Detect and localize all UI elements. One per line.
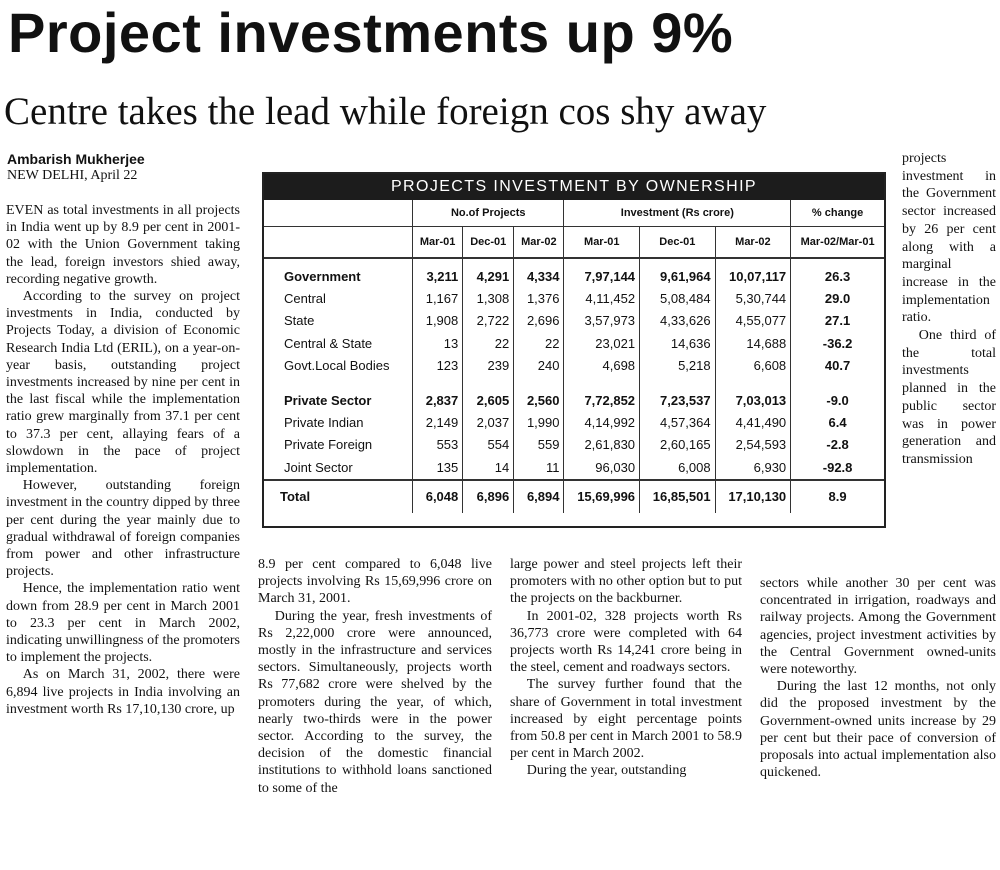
table-cell: 8.9: [791, 480, 884, 513]
table-cell: 240: [514, 355, 564, 377]
table-cell: 6,008: [640, 456, 716, 479]
table-cell: 2,54,593: [715, 434, 791, 456]
table-cell: 16,85,501: [640, 480, 716, 513]
table-cell: 4,57,364: [640, 411, 716, 433]
group-header-change: % change: [791, 200, 884, 227]
article-column-1: [6, 202, 240, 718]
paragraph: large power and steel projects left their promoters with no other option but to put the projects on the backburner.: [510, 557, 742, 607]
table-corner: [264, 200, 413, 227]
table-cell: -9.0: [791, 389, 884, 411]
table-cell: 9,61,964: [640, 258, 716, 287]
row-label: Total: [264, 480, 413, 513]
table-cell: 6,048: [413, 480, 463, 513]
table-cell: 2,722: [463, 310, 514, 332]
byline-author: Ambarish Mukherjee: [7, 151, 145, 167]
paragraph: EVEN as total investments in all projects in India went up by 8.9 per cent in 2001-02 with the Union Government taking the lead, foreign investors shied away, recording negative growth.: [6, 203, 240, 287]
row-label: Private Indian: [284, 415, 364, 431]
table-row: [264, 456, 884, 479]
table-cell: 1,908: [413, 310, 463, 332]
table-cell: 6,894: [514, 480, 564, 513]
table-cell: 4,33,626: [640, 310, 716, 332]
paragraph: In 2001-02, 328 projects worth Rs 36,773 crore were completed with 64 projects worth Rs 14,241 crore being in the steel, cement and roadways sectors.: [510, 608, 742, 676]
table-cell: 1,167: [413, 287, 463, 309]
investment-table: [264, 200, 884, 513]
table-cell: 1,990: [514, 411, 564, 433]
spacer-cell: [791, 377, 884, 389]
table-cell: 7,97,144: [564, 258, 640, 287]
table-cell: 2,696: [514, 310, 564, 332]
table-cell: 7,23,537: [640, 389, 716, 411]
paragraph: During the year, fresh investments of Rs 2,22,000 crore were announced, mostly in the infrastructure and services sectors. Simultaneously, projects worth Rs 77,682 crore were shelved by the promoters during the year, of which, nearly two-thirds were in the power sector. According to the survey, the decision of the domestic financial institutions to withhold loans sanctioned to some of the: [258, 608, 492, 796]
column-header: Mar-01: [564, 227, 640, 259]
table-cell: 17,10,130: [715, 480, 791, 513]
table-cell: 14,636: [640, 332, 716, 354]
table-cell: 2,560: [514, 389, 564, 411]
table-cell: 3,211: [413, 258, 463, 287]
spacer-cell: [413, 377, 463, 389]
article-column-4-narrow: [902, 150, 996, 469]
column-header: Mar-02: [715, 227, 791, 259]
group-header-projects: No.of Projects: [413, 200, 564, 227]
table-row: [264, 310, 884, 332]
table-cell: 2,60,165: [640, 434, 716, 456]
spacer-cell: [715, 377, 791, 389]
row-label: State: [284, 313, 315, 329]
table-cell: 14,688: [715, 332, 791, 354]
table-spacer: [264, 377, 884, 389]
paragraph: sectors while another 30 per cent was concentrated in irrigation, roadways and railway projects. Among the Government agencies, project investment activities by the Central Government owned-units were noteworthy.: [760, 576, 996, 678]
article-column-3: [510, 556, 742, 780]
paragraph: According to the survey on project investments in India, conducted by Projects Today, a division of Economic Research India Ltd (ERIL), on a year-on-year basis, outstanding project investments increased by nine per cent in the last fiscal while the implementation ratio grew marginally from 37.1 per cent to 37.3 per cent, allaying fears of a slowdown in the pace of project implementation.: [6, 289, 240, 477]
table-cell: 6,930: [715, 456, 791, 479]
table-cell: -2.8: [791, 434, 884, 456]
ownership-table: [262, 172, 886, 528]
row-label: Private Sector: [284, 392, 372, 408]
headline: Project investments up 9%: [8, 1, 734, 64]
article-column-4-wide: [760, 575, 996, 781]
spacer-cell: [564, 377, 640, 389]
table-cell: 2,837: [413, 389, 463, 411]
paragraph: During the year, outstanding: [526, 763, 687, 779]
table-cell: 1,308: [463, 287, 514, 309]
table-cell: 15,69,996: [564, 480, 640, 513]
table-body: [264, 258, 884, 480]
table-cell: 4,14,992: [564, 411, 640, 433]
row-label: Govt.Local Bodies: [284, 358, 390, 374]
column-header: Mar-01: [413, 227, 463, 259]
spacer-cell: [264, 377, 413, 389]
table-row: [264, 411, 884, 433]
table-cell: 11: [514, 456, 564, 479]
spacer-cell: [640, 377, 716, 389]
table-cell: 2,149: [413, 411, 463, 433]
table-cell: 3,57,973: [564, 310, 640, 332]
table-cell: 6,896: [463, 480, 514, 513]
group-header-investment: Investment (Rs crore): [564, 200, 791, 227]
table-cell: 40.7: [791, 355, 884, 377]
table-cell: 1,376: [514, 287, 564, 309]
spacer-cell: [463, 377, 514, 389]
table-cell: 4,41,490: [715, 411, 791, 433]
table-row-total: [264, 480, 884, 513]
paragraph: As on March 31, 2002, there were 6,894 live projects in India involving an investment worth Rs 17,10,130 crore, up: [6, 667, 240, 717]
table-cell: 10,07,117: [715, 258, 791, 287]
table-cell: 2,605: [463, 389, 514, 411]
paragraph: 8.9 per cent compared to 6,048 live projects involving Rs 15,69,996 crore on March 31, 2001.: [258, 557, 492, 607]
paragraph: However, outstanding foreign investment in the country dipped by three per cent during the year mainly due to gradual withdrawal of foreign companies from power and other infrastructure projects.: [6, 478, 240, 580]
table-cell: 5,218: [640, 355, 716, 377]
table-cell: 29.0: [791, 287, 884, 309]
table-cell: 135: [413, 456, 463, 479]
table-cell: 239: [463, 355, 514, 377]
row-label: Central & State: [284, 335, 373, 351]
spacer-cell: [514, 377, 564, 389]
table-cell: 26.3: [791, 258, 884, 287]
table-cell: 4,11,452: [564, 287, 640, 309]
column-header: Mar-02: [514, 227, 564, 259]
column-header: Mar-02/Mar-01: [791, 227, 884, 259]
paragraph: During the last 12 months, not only did the proposed investment by the Government-owned units increase by 29 per cent but their pace of conversion of proposals into actual implementation also quickened.: [760, 679, 996, 781]
subheadline: Centre takes the lead while foreign cos shy away: [4, 90, 767, 133]
table-title: PROJECTS INVESTMENT BY OWNERSHIP: [264, 174, 884, 200]
table-corner: [264, 227, 413, 259]
table-cell: 553: [413, 434, 463, 456]
table-cell: 22: [463, 332, 514, 354]
table-row: [264, 434, 884, 456]
table-cell: 27.1: [791, 310, 884, 332]
table-cell: 4,698: [564, 355, 640, 377]
table-cell: 6.4: [791, 411, 884, 433]
row-label: Private Foreign: [284, 437, 373, 453]
column-header: Dec-01: [463, 227, 514, 259]
table-cell: 5,30,744: [715, 287, 791, 309]
row-label: Joint Sector: [284, 459, 353, 475]
table-cell: 4,291: [463, 258, 514, 287]
table-row: [264, 258, 884, 287]
table-cell: 13: [413, 332, 463, 354]
table-row: [264, 355, 884, 377]
table-cell: 4,334: [514, 258, 564, 287]
table-cell: 7,03,013: [715, 389, 791, 411]
paragraph: The survey further found that the share of Government in total investment increased by eight percentage points from 50.8 per cent in March 2001 to 58.9 per cent in March 2002.: [510, 677, 742, 762]
paragraph: Hence, the implementation ratio went down from 28.9 per cent in March 2001 to 23.3 per cent in March 2002, indicating unwillingness of the promoters to implement the projects.: [6, 581, 240, 666]
table-cell: -92.8: [791, 456, 884, 479]
table-cell: 22: [514, 332, 564, 354]
table-row: [264, 287, 884, 309]
table-cell: 4,55,077: [715, 310, 791, 332]
table-cell: 14: [463, 456, 514, 479]
row-label: Central: [284, 291, 326, 307]
table-cell: 6,608: [715, 355, 791, 377]
table-cell: 123: [413, 355, 463, 377]
table-cell: 2,037: [463, 411, 514, 433]
table-row: [264, 332, 884, 354]
byline-dateline: NEW DELHI, April 22: [7, 168, 138, 183]
article-column-2: [258, 556, 492, 797]
paragraph: One third of the total investments planned in the public sector was in power generation and transmission: [902, 328, 996, 467]
row-label: Government: [284, 268, 361, 284]
table-cell: 2,61,830: [564, 434, 640, 456]
table-cell: -36.2: [791, 332, 884, 354]
column-header: Dec-01: [640, 227, 716, 259]
table-cell: 554: [463, 434, 514, 456]
table-cell: 96,030: [564, 456, 640, 479]
table-cell: 7,72,852: [564, 389, 640, 411]
paragraph: projects investment in the Government sector increased by 26 per cent along with a marginal increase in the implementation ratio.: [902, 151, 996, 326]
table-cell: 5,08,484: [640, 287, 716, 309]
table-cell: 23,021: [564, 332, 640, 354]
table-row: [264, 389, 884, 411]
table-cell: 559: [514, 434, 564, 456]
